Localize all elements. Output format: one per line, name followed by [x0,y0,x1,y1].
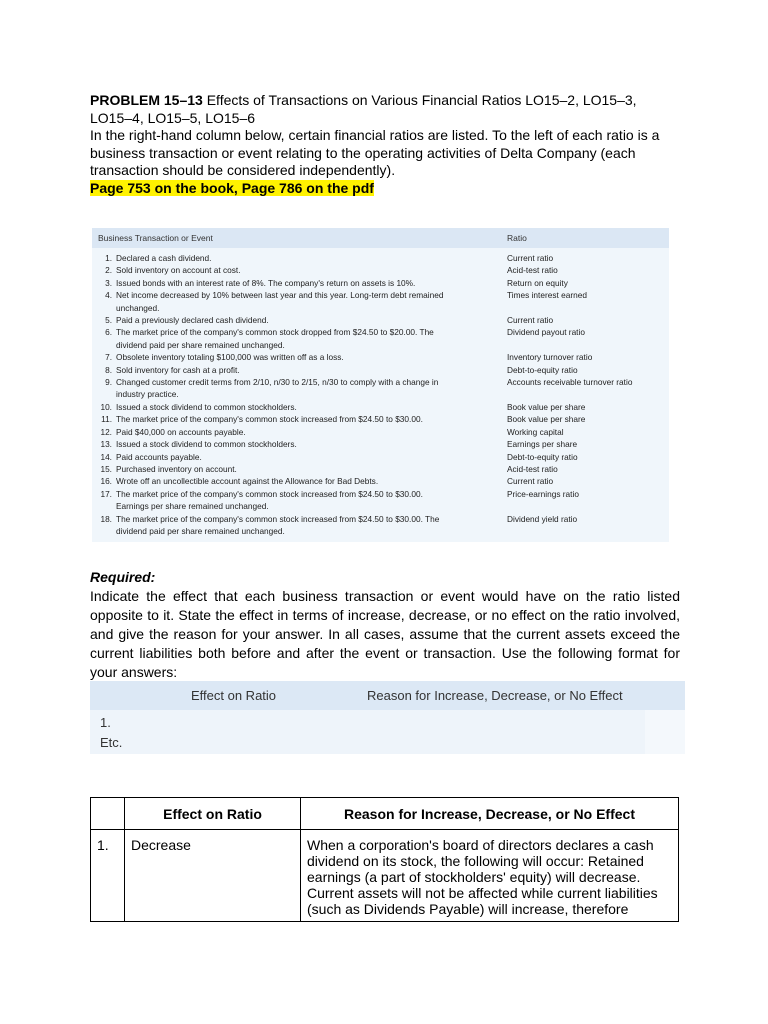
answer-row [91,830,679,922]
problem-heading [90,92,680,127]
transaction-text-line: Declared a cash dividend. [116,253,212,263]
ratio-name: Current ratio [507,253,554,263]
transaction-text [116,488,486,513]
transaction-text-line: The market price of the company's common stock increased from $24.50 to $30.00. [116,414,423,425]
transaction-row [92,364,669,376]
transaction-text-line: Paid $40,000 on accounts payable. [116,426,246,437]
transaction-row [92,451,669,463]
format-row-etc: Etc. [100,735,123,750]
format-table-edge [645,710,685,754]
transaction-row [92,438,669,450]
transaction-text-line: Paid accounts payable. [116,451,202,462]
answer-col-reason: Reason for Increase, Decrease, or No Effect [301,798,679,830]
ratio-name: Book value per share [507,414,586,425]
transaction-text [116,463,486,475]
col-header-ratio: Ratio [507,233,527,243]
required-text: Indicate the effect that each business transaction or event would have on the ratio listed opposite to it. State the effect in terms of increase, decrease, or no effect on the ratio involved, and give the reason for your answer. In all cases, assume that the current assets exceed the current liabilities both before and after the event or transaction. Use the following format for your answers: [90,588,680,680]
ratio-name: Times interest earned [507,290,587,301]
ratio-name: Working capital [507,426,564,437]
transaction-text-line: industry practice. [116,389,179,400]
format-col-reason: Reason for Increase, Decrease, or No Effect [367,688,623,703]
transaction-row [92,252,669,264]
answer-table [90,797,679,922]
transaction-text-line: The market price of the company's common stock increased from $24.50 to $30.00. The [116,513,440,524]
transaction-number: 8. [105,364,112,375]
transaction-text [116,252,486,264]
transaction-text-line: unchanged. [116,302,160,313]
answer-row-num: 1. [91,830,125,922]
transaction-text [116,513,486,538]
transaction-text [116,314,486,326]
ratio-name: Dividend payout ratio [507,327,585,338]
transaction-text-line: Earnings per share remained unchanged. [116,501,269,512]
transaction-text-line: Changed customer credit terms from 2/10, n/30 to 2/15, n/30 to comply with a change in [116,377,439,388]
transaction-text [116,438,486,450]
format-table-header [90,681,685,710]
ratio-name: Debt-to-equity ratio [507,364,578,375]
transaction-row [92,426,669,438]
required-label: Required: [90,569,156,585]
transaction-number: 5. [105,315,112,326]
transactions-table-body [92,252,669,537]
transaction-text [116,289,486,314]
transaction-text-line: Wrote off an uncollectible account against the Allowance for Bad Debts. [116,476,379,487]
transaction-number: 6. [105,327,112,338]
transaction-number: 11. [101,414,112,425]
ratio-name: Current ratio [507,315,554,326]
transaction-text [116,376,486,401]
transaction-number: 16. [100,476,112,487]
transaction-text-line: The market price of the company's common stock increased from $24.50 to $30.00. [116,488,423,499]
page-note: Page 753 on the book, Page 786 on the pdf [90,179,374,196]
transaction-number: 15. [100,463,112,474]
transaction-row [92,314,669,326]
transaction-text [116,326,486,351]
answer-row-effect: Decrease [125,830,301,922]
transaction-text-line: Obsolete inventory totaling $100,000 was written off as a loss. [116,352,344,363]
transaction-text-line: Issued a stock dividend to common stockholders. [116,401,297,412]
transaction-text-line: dividend paid per share remained unchanged. [116,339,285,350]
transaction-text-line: Paid a previously declared cash dividend. [116,315,269,326]
format-row-1: 1. [100,715,111,730]
transaction-row [92,351,669,363]
transaction-text [116,451,486,463]
transaction-row [92,475,669,487]
transaction-row [92,488,669,513]
ratio-name: Inventory turnover ratio [507,352,593,363]
transaction-row [92,513,669,538]
ratio-name: Acid-test ratio [507,463,558,474]
transaction-row [92,413,669,425]
transactions-table-header [92,228,669,248]
format-table-body [90,710,685,754]
problem-title: Effects of Transactions on Various Financial Ratios LO15–2, LO15–3, LO15–4, LO15–5, LO15–6 [90,92,637,126]
transaction-number: 14. [100,451,112,462]
transaction-text-line: Purchased inventory on account. [116,463,237,474]
ratio-name: Dividend yield ratio [507,513,578,524]
transaction-text-line: Sold inventory for cash at a profit. [116,364,240,375]
transaction-text [116,364,486,376]
transaction-row [92,289,669,314]
answer-col-num [91,798,125,830]
problem-description: In the right-hand column below, certain financial ratios are listed. To the left of each ratio is a business transaction or event relating to the operating activities of Delta Company (each transaction should be considered independently). [90,127,660,178]
transaction-number: 13. [100,439,112,450]
required-section [90,568,680,682]
transaction-row [92,326,669,351]
transaction-text-line: The market price of the company's common stock dropped from $24.50 to $20.00. The [116,327,434,338]
transaction-text-line: dividend paid per share remained unchanged. [116,525,285,536]
transaction-number: 7. [105,352,112,363]
ratio-name: Price-earnings ratio [507,488,579,499]
transaction-text [116,401,486,413]
transaction-row [92,376,669,401]
ratio-name: Earnings per share [507,439,578,450]
transaction-text-line: Sold inventory on account at cost. [116,265,241,276]
transaction-number: 10. [100,401,112,412]
transaction-text [116,475,486,487]
page-note-line [90,180,680,197]
transaction-row [92,264,669,276]
ratio-name: Acid-test ratio [507,265,558,276]
problem-intro [90,92,680,197]
transaction-text-line: Issued a stock dividend to common stockholders. [116,439,297,450]
transaction-number: 4. [105,290,112,301]
transaction-number: 2. [105,265,112,276]
transaction-number: 18. [100,513,112,524]
transaction-row [92,277,669,289]
ratio-name: Return on equity [507,277,568,288]
transaction-number: 12. [100,426,112,437]
answer-format-table [90,681,685,754]
ratio-name: Book value per share [507,401,586,412]
format-col-effect: Effect on Ratio [191,688,277,703]
transactions-ratios-table [92,228,669,542]
answer-table-header [91,798,679,830]
transaction-text [116,413,486,425]
transaction-text [116,264,486,276]
answer-row-reason: When a corporation's board of directors declares a cash dividend on its stock, the following will occur: Retained earnings (a part of stockholders' equity) will decrease. Current assets will not be affected while current liabilities (such as Dividends Payable) will increase, therefore [301,830,679,922]
ratio-name: Accounts receivable turnover ratio [507,377,633,388]
transaction-number: 9. [105,377,112,388]
transaction-number: 1. [105,253,112,263]
transaction-text-line: Net income decreased by 10% between last year and this year. Long-term debt remained [116,290,444,301]
transaction-text [116,426,486,438]
col-header-event: Business Transaction or Event [98,233,213,243]
ratio-name: Debt-to-equity ratio [507,451,578,462]
transaction-row [92,401,669,413]
ratio-name: Current ratio [507,476,554,487]
transaction-number: 17. [100,488,112,499]
transaction-text [116,277,486,289]
problem-label: PROBLEM 15–13 [90,92,203,108]
transaction-text-line: Issued bonds with an interest rate of 8%. The company's return on assets is 10%. [116,277,416,288]
transaction-text [116,351,486,363]
answer-col-effect: Effect on Ratio [125,798,301,830]
transaction-number: 3. [105,277,112,288]
transaction-row [92,463,669,475]
